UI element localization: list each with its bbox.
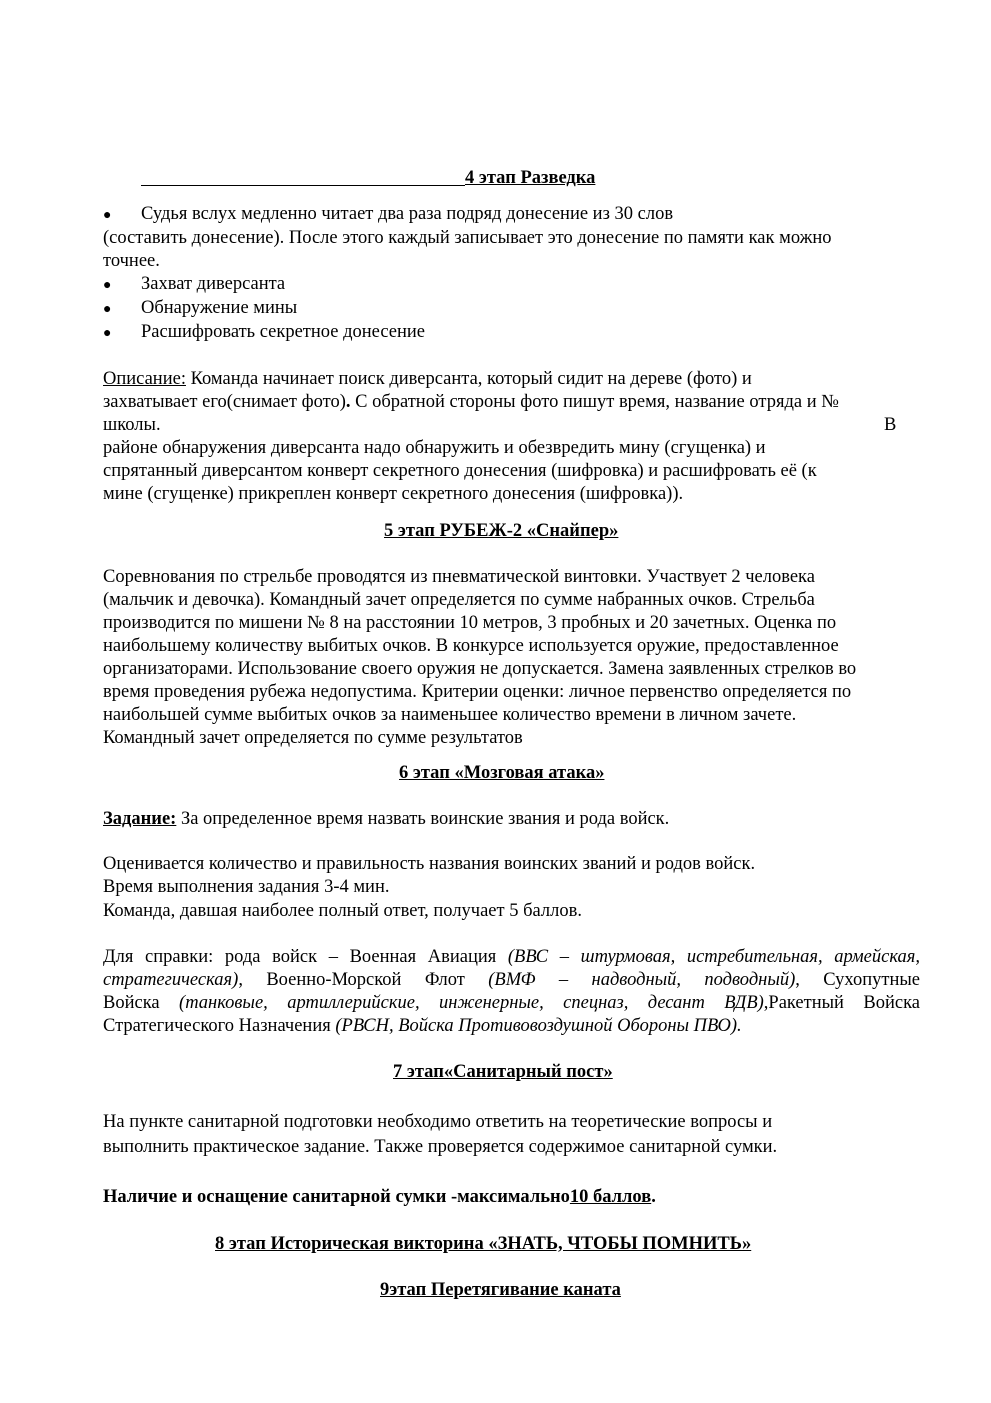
bag-points: 10 баллов bbox=[569, 1187, 652, 1207]
task-label: Задание: bbox=[103, 809, 177, 829]
paragraph-line: наибольшему количеству выбитых очков. В конкурсе используется оружие, предоставленное bbox=[103, 636, 839, 656]
list-item: Судья вслух медленно читает два раза подряд донесение из 30 слов bbox=[141, 204, 674, 224]
reference-line: стратегическая), Военно-Морской Флот (ВМФ – надводный, подводный), Сухопутные bbox=[103, 970, 920, 990]
description-line: мине (сгущенке) прикреплен конверт секретного донесения (шифровка)). bbox=[103, 484, 684, 504]
stage6-heading: 6 этап «Мозговая атака» bbox=[399, 763, 605, 783]
stage7-heading: 7 этап«Санитарный пост» bbox=[393, 1062, 613, 1082]
reference-line: Стратегического Назначения (РВСН, Войска Противовоздушной Обороны ПВО). bbox=[103, 1016, 742, 1036]
stage5-heading: 5 этап РУБЕЖ-2 «Снайпер» bbox=[384, 521, 619, 541]
description-line-right: В bbox=[884, 415, 897, 435]
paragraph-line: время проведения рубежа недопустима. Критерии оценки: личное первенство определяется по bbox=[103, 682, 852, 702]
list-item: Расшифровать секретное донесение bbox=[141, 322, 426, 342]
reference-line: Войска (танковые, артиллерийские, инженерные, спецназ, десант ВДВ),Ракетный Войска bbox=[103, 993, 920, 1013]
bullet-icon: ● bbox=[103, 208, 112, 223]
list-item: Захват диверсанта bbox=[141, 274, 286, 294]
paragraph-line: На пункте санитарной подготовки необходимо ответить на теоретические вопросы и bbox=[103, 1112, 773, 1132]
paragraph-line: Командный зачет определяется по сумме результатов bbox=[103, 728, 523, 748]
list-item-continuation: точнее. bbox=[103, 251, 160, 271]
paragraph-line: производится по мишени № 8 на расстоянии 10 метров, 3 пробных и 20 зачетных. Оценка по bbox=[103, 613, 837, 633]
paragraph-line: наибольшей сумме выбитых очков за наименьшее количество времени в личном зачете. bbox=[103, 705, 797, 725]
stage8-heading: 8 этап Историческая викторина «ЗНАТЬ, ЧТОБЫ ПОМНИТЬ» bbox=[215, 1234, 752, 1254]
stage9-heading: 9этап Перетягивание каната bbox=[380, 1280, 621, 1300]
description-line: захватывает его(снимает фото). С обратной стороны фото пишут время, название отряда и № bbox=[103, 392, 839, 412]
paragraph-line: выполнить практическое задание. Также проверяется содержимое санитарной сумки. bbox=[103, 1137, 778, 1157]
description-line: районе обнаружения диверсанта надо обнаружить и обезвредить мину (сгущенка) и bbox=[103, 438, 766, 458]
description-label: Описание: bbox=[103, 369, 186, 389]
stage4-heading: 4 этап Разведка bbox=[465, 168, 596, 188]
paragraph-line: организаторами. Использование своего оружия не допускается. Замена заявленных стрелков во bbox=[103, 659, 857, 679]
paragraph-line: Оценивается количество и правильность названия воинских званий и родов войск. bbox=[103, 854, 756, 874]
description-line: Описание: Команда начинает поиск диверсанта, который сидит на дереве (фото) и bbox=[103, 369, 752, 389]
description-line: спрятанный диверсантом конверт секретного донесения (шифровка) и расшифровать её (к bbox=[103, 461, 817, 481]
sanitary-bag-note: Наличие и оснащение санитарной сумки -максимально10 баллов. bbox=[103, 1187, 656, 1207]
paragraph-line: Время выполнения задания 3-4 мин. bbox=[103, 877, 390, 897]
paragraph-line: Команда, давшая наиболее полный ответ, получает 5 баллов. bbox=[103, 901, 582, 921]
list-item-continuation: (составить донесение). После этого каждый записывает это донесение по памяти как можно bbox=[103, 228, 832, 248]
reference-line: Для справки: рода войск – Военная Авиация (ВВС – штурмовая, истребительная, армейская, bbox=[103, 947, 921, 967]
list-item: Обнаружение мины bbox=[141, 298, 298, 318]
heading-underline-rule bbox=[141, 185, 465, 186]
bullet-icon: ● bbox=[103, 302, 112, 317]
bullet-icon: ● bbox=[103, 278, 112, 293]
bullet-icon: ● bbox=[103, 326, 112, 341]
description-line: школы. bbox=[103, 415, 161, 435]
stage6-task: Задание: За определенное время назвать воинские звания и рода войск. bbox=[103, 809, 670, 829]
paragraph-line: (мальчик и девочка). Командный зачет определяется по сумме набранных очков. Стрельба bbox=[103, 590, 815, 610]
paragraph-line: Соревнования по стрельбе проводятся из пневматической винтовки. Участвует 2 человека bbox=[103, 567, 815, 587]
